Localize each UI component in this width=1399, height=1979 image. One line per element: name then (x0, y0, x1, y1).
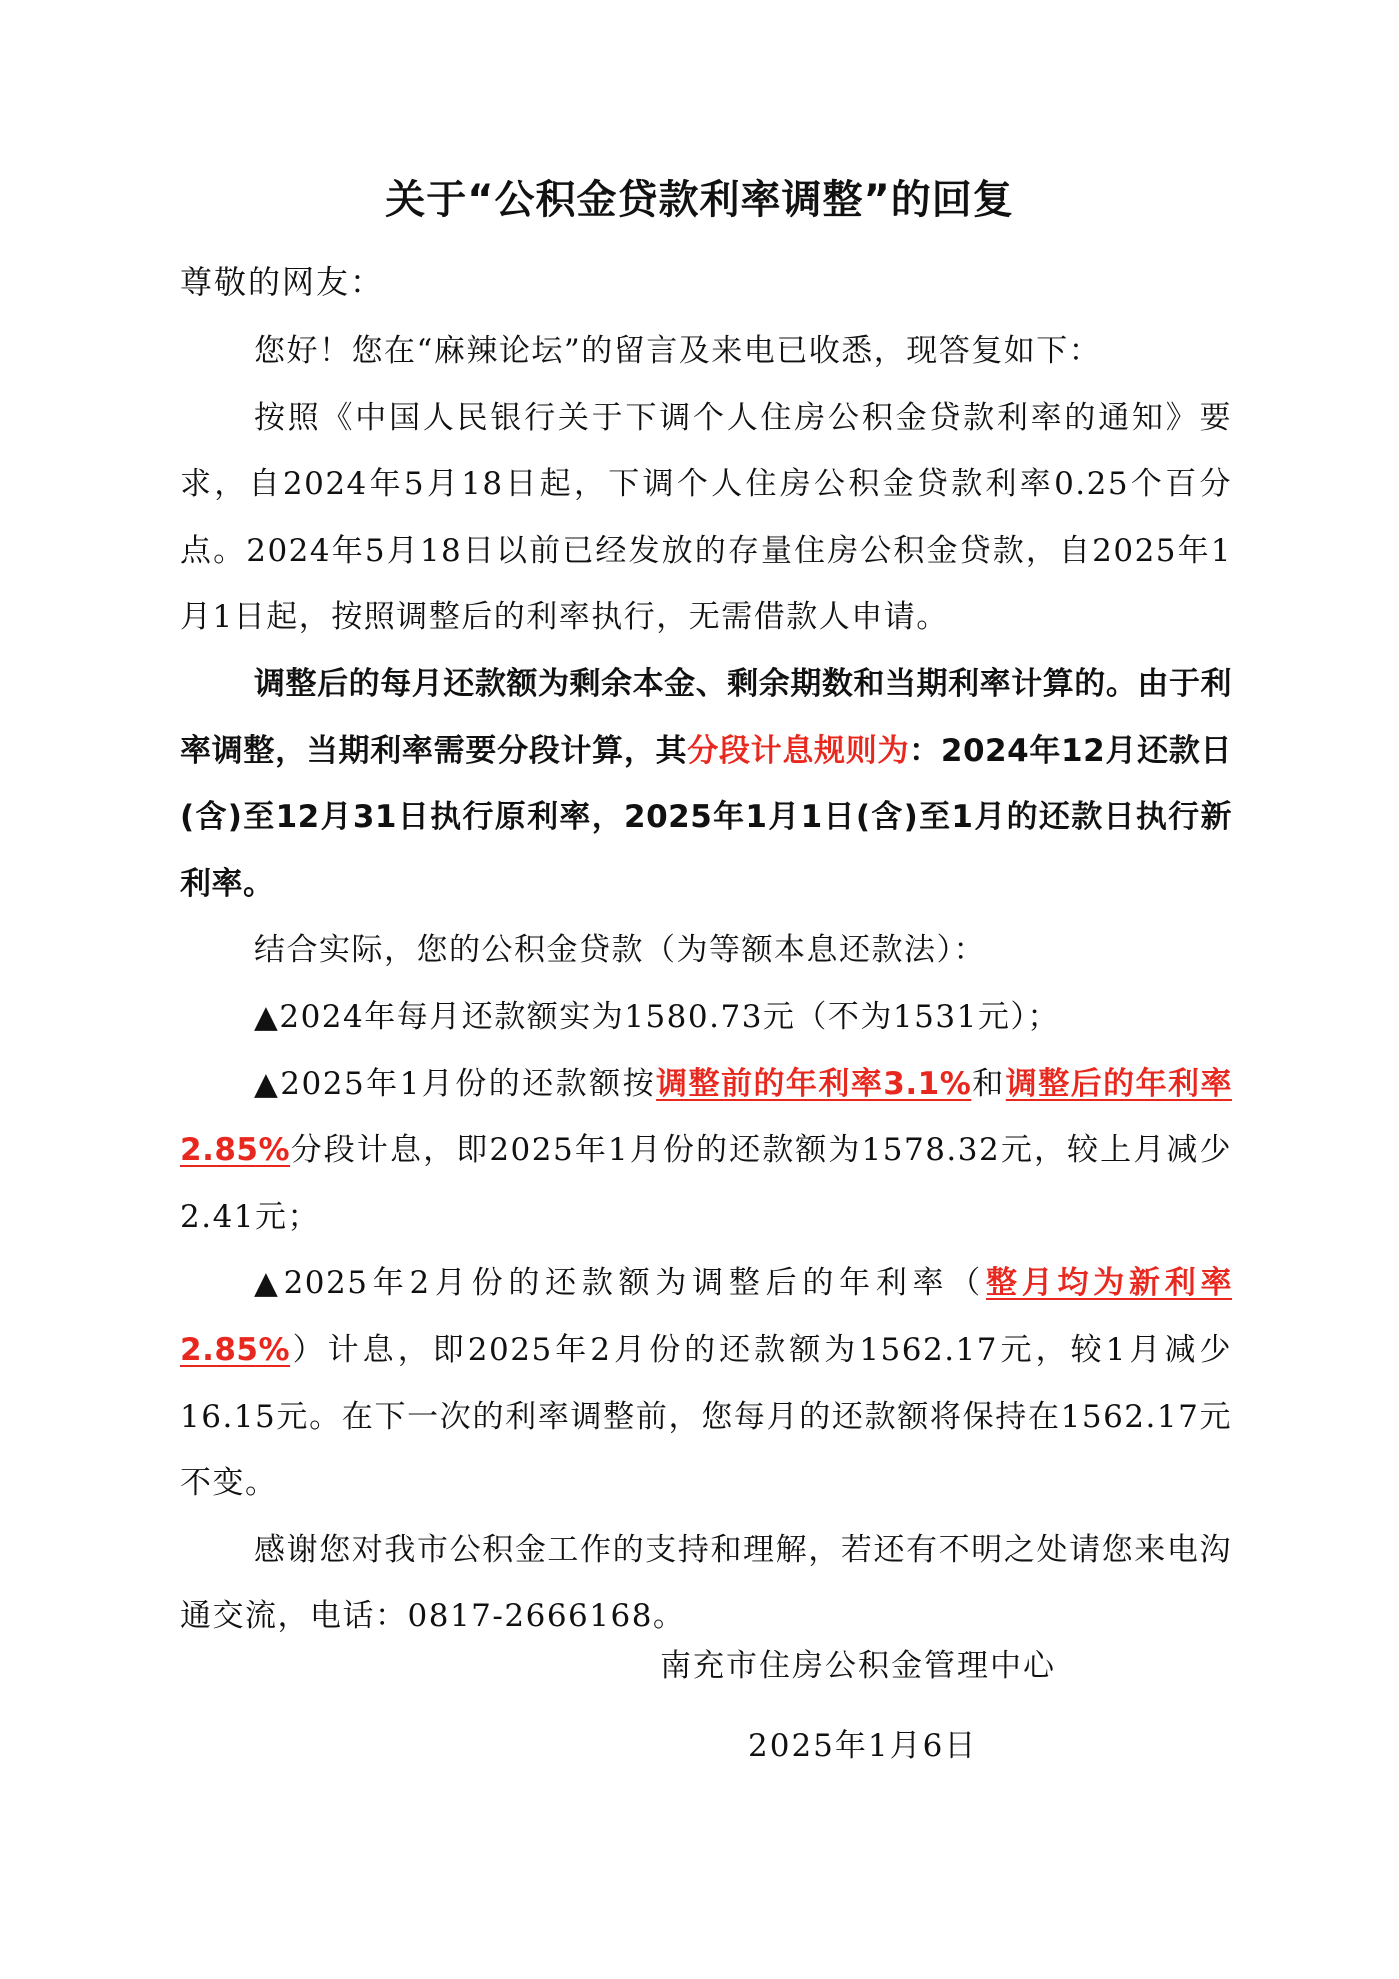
february-text-intro: ▲2025年2月份的还款额为调整后的年利率（ (254, 1265, 987, 1302)
new-rate-highlight: 调整后的年利率2.85% (180, 1065, 1233, 1169)
rule-highlight: 分段计息规则为 (687, 732, 910, 769)
paragraph-greeting: 您好！您在“麻辣论坛”的留言及来电已收悉，现答复如下： (254, 333, 1102, 369)
bullet-2024-payment: ▲2024年每月还款额实为1580.73元（不为1531元）； (254, 998, 1060, 1035)
full-month-rate-highlight: 整月均为新利率2.85% (180, 1265, 1232, 1368)
document-body (180, 318, 1232, 1650)
salutation: 尊敬的网友： (180, 263, 385, 301)
paragraph-calculation-rule (180, 651, 1232, 917)
january-text-detail: 分段计息，即2025年1月份的还款额为1578.32元，较上月减少2.41元； (180, 1132, 1232, 1235)
bullet-2025-january (180, 1051, 1232, 1251)
paragraph-policy: 按照《中国人民银行关于下调个人住房公积金贷款利率的通知》要求，自2024年5月18日起，下调个人住房公积金贷款利率0.25个百分点。2024年5月18日以前已经发放的存量住房公积金贷款，自2025年1月1日起，按照调整后的利率执行，无需借款人申请。 (180, 399, 1232, 636)
signature-date: 2025年1月6日 (748, 1728, 978, 1764)
january-text-intro: ▲2025年1月份的还款额按 (254, 1065, 657, 1102)
document-title: 关于“公积金贷款利率调整”的回复 (385, 177, 1014, 223)
january-text-and: 和 (971, 1065, 1006, 1102)
bullet-2025-february (180, 1250, 1232, 1516)
old-rate-highlight: 调整前的年利率3.1% (656, 1065, 972, 1102)
rule-text-intro: 调整后的每月还款额为剩余本金、剩余期数和当期利率计算的。由于利率调整，当期利率需要分段计算，其 (180, 665, 1232, 769)
paragraph-loan-intro: 结合实际，您的公积金贷款（为等额本息还款法）： (254, 932, 986, 969)
paragraph-thanks: 感谢您对我市公积金工作的支持和理解，若还有不明之处请您来电沟通交流，电话：0817-2666168。 (180, 1531, 1232, 1635)
february-text-detail: ）计息，即2025年2月份的还款额为1562.17元，较1月减少16.15元。在下一次的利率调整前，您每月的还款额将保持在1562.17元不变。 (180, 1331, 1232, 1502)
signature-organization: 南充市住房公积金管理中心 (660, 1648, 1056, 1684)
rule-text-detail: ：2024年12月还款日(含)至12月31日执行原利率，2025年1月1日(含)至1月的还款日执行新利率。 (180, 732, 1233, 902)
